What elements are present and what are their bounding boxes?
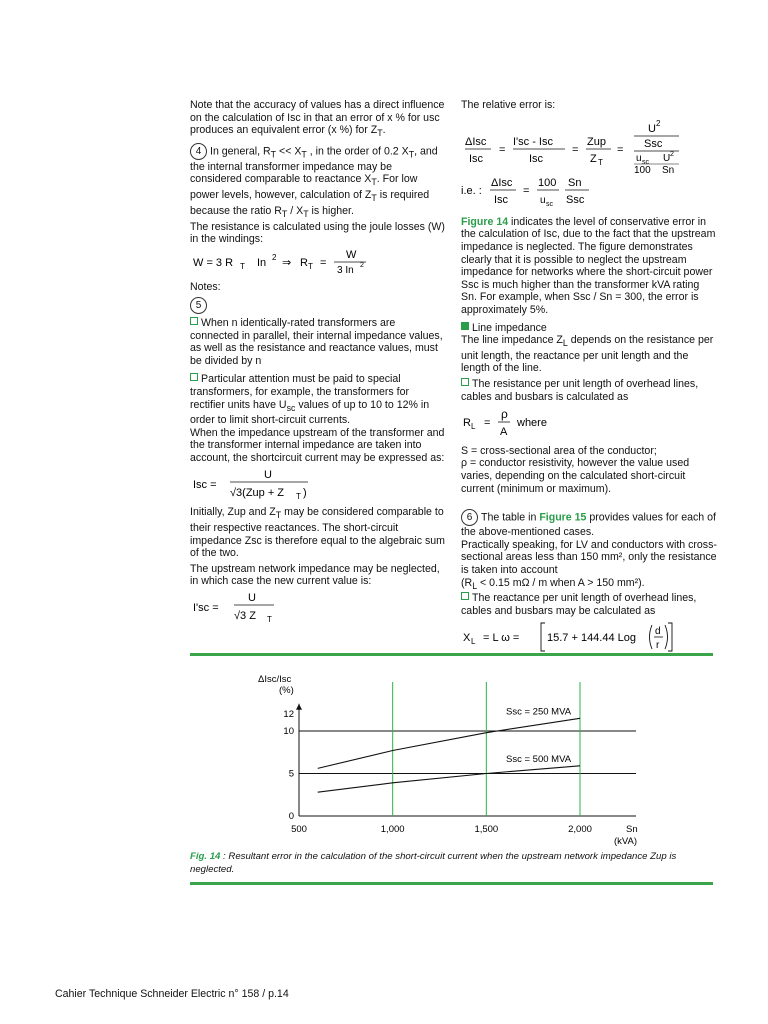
y-tick-label: 10 [283, 726, 294, 737]
svg-text:R: R [300, 256, 308, 269]
paragraph-note-6: 6 The table in Figure 15 provides values for each of the above-mentioned cases. [461, 509, 717, 539]
x-tick-label: 1,500 [474, 824, 499, 835]
equation-relative-error-svg [461, 114, 717, 176]
series-label: Ssc = 500 MVA [506, 753, 572, 765]
svg-text:T: T [267, 614, 272, 624]
equation-ie [461, 173, 717, 213]
y-axis-arrow-icon [296, 704, 302, 710]
equation-ie-svg [461, 173, 717, 209]
svg-text:R: R [463, 417, 471, 430]
left-column [190, 99, 446, 629]
svg-text:where: where [517, 417, 547, 430]
svg-text:Ssc: Ssc [566, 194, 585, 207]
paragraph-note-4: 4 In general, $R_T << X_T$ , in the order of 0.2 $X_T$, and the internal transformer impedance may be considered comparable to reactance $X_T$. For low power levels, however, calculation of $Z_T$ is required because the ratio $R_T / X_T$ is higher. [190, 143, 446, 221]
svg-text:W: W [346, 248, 357, 261]
svg-text:Isc: Isc [494, 194, 509, 207]
svg-text:U: U [248, 591, 256, 604]
square-bullet-icon [461, 592, 469, 600]
square-bullet-icon [190, 317, 198, 325]
notes-heading: Notes: [190, 281, 221, 294]
svg-text:Z: Z [590, 152, 597, 165]
figure-caption [190, 851, 713, 876]
svg-text:=: = [572, 143, 579, 156]
svg-text:W = 3 R: W = 3 R [193, 256, 234, 269]
svg-text:2: 2 [360, 261, 364, 269]
svg-text:U: U [264, 468, 272, 481]
svg-text:ρ: ρ [501, 407, 508, 422]
bullet-paragraph: The reactance per unit length of overhead lines, cables and busbars may be calculated as [461, 592, 697, 617]
right-column [461, 99, 717, 661]
svg-text:Zup: Zup [587, 135, 606, 148]
chart-axes [258, 674, 638, 847]
y-tick-label: 5 [288, 768, 294, 780]
section-heading-line-impedance: Line impedance [461, 322, 717, 335]
svg-text:r: r [656, 640, 660, 652]
paragraph: ρ = conductor resistivity, however the value used varies, depending on the calculated short-circuit current (minimum or maximum). [461, 457, 690, 495]
svg-text:2: 2 [272, 252, 277, 262]
svg-text:T: T [240, 261, 245, 271]
svg-text:u: u [636, 152, 642, 164]
figure-14-chart [0, 660, 768, 860]
paragraph: Figure 14 indicates the level of conservative error in the calculation of Isc, due to the fact that the upstream impedance is neglected. The figure demonstrates clearly that it is possible to neglect the upstream impedance for networks where the short-circuit power Ssc is much higher than the transformer kVA rating Sn. For example, when Ssc / Sn = 300, the error is approximately 5%. [461, 215, 716, 316]
svg-text:I'sc - Isc: I'sc - Isc [513, 135, 553, 148]
svg-text:I'sc =: I'sc = [193, 601, 219, 614]
svg-text:=: = [484, 417, 491, 430]
svg-text:√3(Zup + Z: √3(Zup + Z [230, 486, 285, 499]
paragraph: The relative error is: [461, 99, 556, 111]
bullet-paragraph: Particular attention must be paid to special transformers, for example, the transformers for rectifier units have $U_{sc}$ values of up to 10 to 12% in order to limit short-circuit currents. [190, 373, 430, 427]
note-5 [190, 297, 446, 314]
svg-text:L: L [471, 422, 476, 432]
paragraph: Note that the accuracy of values has a direct influence on the calculation of Isc in that an error of x % for usc produces an equivalent error (x %) for $Z_T$. [190, 99, 445, 139]
svg-text:= L ω =: = L ω = [483, 632, 520, 645]
chart-grid [296, 682, 636, 816]
svg-text:√3 Z: √3 Z [234, 609, 256, 622]
svg-text:Ssc: Ssc [644, 137, 663, 150]
svg-text:Sn: Sn [662, 164, 675, 176]
svg-text:=: = [523, 185, 530, 198]
svg-text:sc: sc [546, 201, 553, 209]
page-footer: Cahier Technique Schneider Electric n° 158 / p.14 [55, 988, 289, 1000]
note-number-badge: 5 [190, 297, 207, 314]
figure-top-rule [190, 653, 713, 656]
paragraph: S = cross-sectional area of the conductor; [461, 444, 657, 457]
svg-text:U: U [663, 152, 671, 164]
svg-text:U: U [648, 122, 656, 135]
svg-text:ΔIsc: ΔIsc [465, 135, 487, 148]
svg-text:15.7 + 144.44 Log: 15.7 + 144.44 Log [547, 632, 636, 645]
x-tick-label: 2,000 [568, 824, 592, 835]
figure-bottom-rule [190, 882, 713, 885]
svg-text:Isc: Isc [529, 152, 544, 165]
svg-text:⇒: ⇒ [282, 256, 292, 269]
figure-14-link: Figure 14 [461, 215, 509, 228]
x-tick-label: 1,000 [380, 824, 405, 835]
paragraph: The resistance is calculated using the joule losses (W) in the windings: [190, 220, 445, 246]
svg-text:L: L [471, 637, 476, 647]
note-number-badge: 6 [461, 509, 478, 526]
equation-relative-error [461, 114, 717, 174]
square-bullet-icon [461, 378, 469, 386]
figure-caption-text: : Resultant error in the calculation of the short-circuit current when the upstream network impedance Zup is neglected. [190, 851, 677, 875]
svg-text:=: = [320, 256, 327, 269]
y-axis-label: ΔIsc/Isc [258, 674, 292, 685]
svg-text:d: d [655, 626, 661, 638]
x-tick-label: 500 [291, 824, 307, 835]
paragraph: Initially, Zup and $Z_T$ may be considered comparable to their respective reactances. The short-circuit impedance Zsc is therefore equal to the algebraic sum of the two. [190, 506, 445, 560]
equation-rl [461, 405, 717, 443]
svg-text:100: 100 [634, 164, 651, 176]
svg-text:T: T [296, 491, 301, 501]
svg-text:sc: sc [642, 158, 649, 166]
bullet-paragraph: The resistance per unit length of overhead lines, cables and busbars is calculated as [461, 378, 699, 403]
svg-text:ΔIsc: ΔIsc [491, 177, 513, 190]
note-number-badge: 4 [190, 143, 207, 160]
equation-xl-svg [461, 619, 717, 655]
paragraph: The line impedance $Z_L$ depends on the resistance per unit length, the reactance per unit length and the length of the line. [461, 334, 714, 375]
paragraph: The upstream network impedance may be neglected, in which case the new current value is: [190, 562, 440, 588]
x-axis-unit: (kVA) [614, 836, 638, 847]
svg-text:A: A [500, 426, 508, 439]
series-line [318, 766, 580, 792]
svg-text:T: T [308, 261, 313, 271]
svg-text:100: 100 [538, 177, 557, 190]
equation-rt-svg [190, 248, 446, 276]
equation-isc-prime [190, 590, 446, 628]
x-axis-label: Sn [626, 824, 638, 835]
svg-text:2: 2 [670, 150, 674, 158]
svg-text:X: X [463, 632, 471, 645]
svg-text:=: = [499, 143, 506, 156]
svg-text:Sn: Sn [568, 177, 582, 190]
equation-rl-svg [461, 405, 717, 439]
bullet-paragraph: When n identically-rated transformers are connected in parallel, their internal impedance values, as well as the resistance and reactance values, must be divided by n [190, 316, 443, 367]
equation-isc [190, 467, 446, 505]
svg-text:i.e. :: i.e. : [461, 185, 482, 198]
chart-series [318, 706, 580, 792]
figure-15-link: Figure 15 [539, 511, 587, 524]
y-tick-label: 12 [283, 709, 294, 720]
svg-text:2: 2 [656, 118, 661, 128]
svg-text:In: In [257, 256, 267, 269]
svg-text:=: = [617, 143, 624, 156]
figure-caption-label: Fig. 14 [190, 851, 221, 862]
paragraph: When the impedance upstream of the transformer and the transformer internal impedance are taken into account, the shortcircuit current may be expressed as: [190, 426, 445, 465]
svg-text:u: u [540, 195, 546, 207]
svg-text:): ) [303, 486, 307, 499]
paragraph: Practically speaking, for LV and conductors with cross-sectional areas less than 150 mm², only the resistance is taken into account [461, 538, 717, 576]
y-axis-unit: (%) [279, 685, 294, 696]
equation-isc-svg [190, 467, 446, 501]
square-bullet-icon [190, 373, 198, 381]
svg-text:Isc: Isc [469, 152, 484, 165]
svg-text:3 In: 3 In [337, 264, 354, 276]
series-label: Ssc = 250 MVA [506, 706, 572, 718]
svg-text:Isc =: Isc = [193, 478, 217, 491]
equation-rt [190, 248, 446, 280]
y-tick-label: 0 [288, 811, 294, 822]
equation-isc-prime-svg [190, 590, 446, 624]
filled-square-bullet-icon [461, 322, 469, 330]
svg-text:T: T [598, 157, 603, 167]
paragraph: ($R_L < 0.15$ mΩ / m when A > 150 mm²). [461, 576, 645, 591]
